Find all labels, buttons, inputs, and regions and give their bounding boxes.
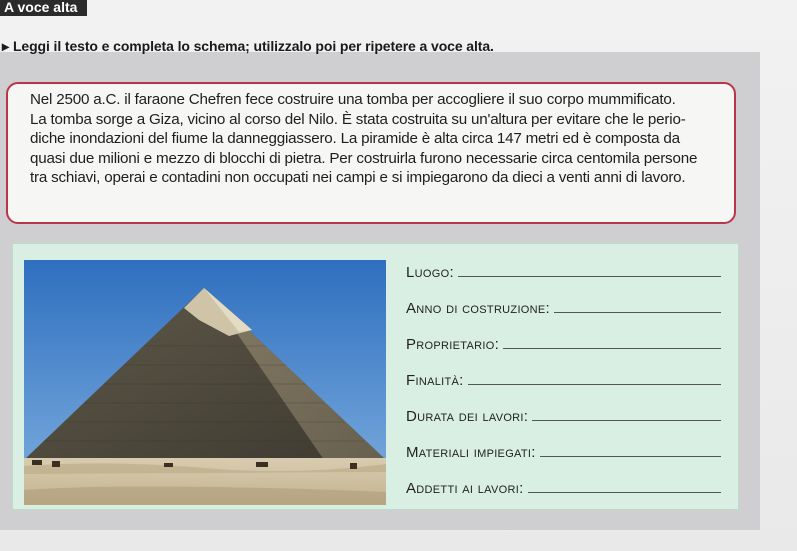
field-materiali-impiegati <box>400 439 725 461</box>
answer-line[interactable] <box>458 275 721 277</box>
passage-line: diche inondazioni del fiume la danneggiassero. La piramide è alta circa 147 metri ed è composta da <box>30 130 680 148</box>
answer-line[interactable] <box>528 491 721 493</box>
answer-line[interactable] <box>554 311 721 313</box>
field-label: Addetti ai lavori: <box>406 480 524 497</box>
field-finalita <box>400 367 725 389</box>
field-addetti-lavori <box>400 475 725 497</box>
field-luogo <box>400 259 725 281</box>
field-label: Materiali impiegati: <box>406 444 536 461</box>
field-proprietario <box>400 331 725 353</box>
field-anno-costruzione <box>400 295 725 317</box>
section-title: A voce alta <box>0 0 87 16</box>
answer-line[interactable] <box>540 455 721 457</box>
passage-line: quasi due milioni e mezzo di blocchi di pietra. Per costruirla furono necessarie circa centomila persone <box>30 149 698 167</box>
exercise-instruction <box>2 38 494 55</box>
passage-line: tra schiavi, operai e contadini non occupati nei campi e si impiegarono da dieci a venti anni di lavoro. <box>30 169 686 187</box>
field-label: Anno di costruzione: <box>406 300 551 317</box>
passage-line: Nel 2500 a.C. il faraone Chefren fece costruire una tomba per accogliere il suo corpo mummificato. <box>30 91 676 108</box>
field-label: Luogo: <box>406 264 454 281</box>
bullet-icon: ▸ <box>2 38 9 54</box>
instruction-text: Leggi il testo e completa lo schema; utilizzalo poi per ripetere a voce alta. <box>12 38 494 54</box>
pyramid-photo <box>24 260 386 505</box>
passage-line: La tomba sorge a Giza, vicino al corso del Nilo. È stata costruita su un'altura per evitare che le perio- <box>30 110 686 128</box>
answer-line[interactable] <box>503 347 721 349</box>
field-durata-lavori <box>400 403 725 425</box>
reading-passage <box>6 82 736 224</box>
field-label: Durata dei lavori: <box>406 408 529 425</box>
answer-line[interactable] <box>532 419 721 421</box>
answer-line[interactable] <box>468 383 721 385</box>
field-label: Finalità: <box>406 372 464 389</box>
field-label: Proprietario: <box>406 336 500 353</box>
